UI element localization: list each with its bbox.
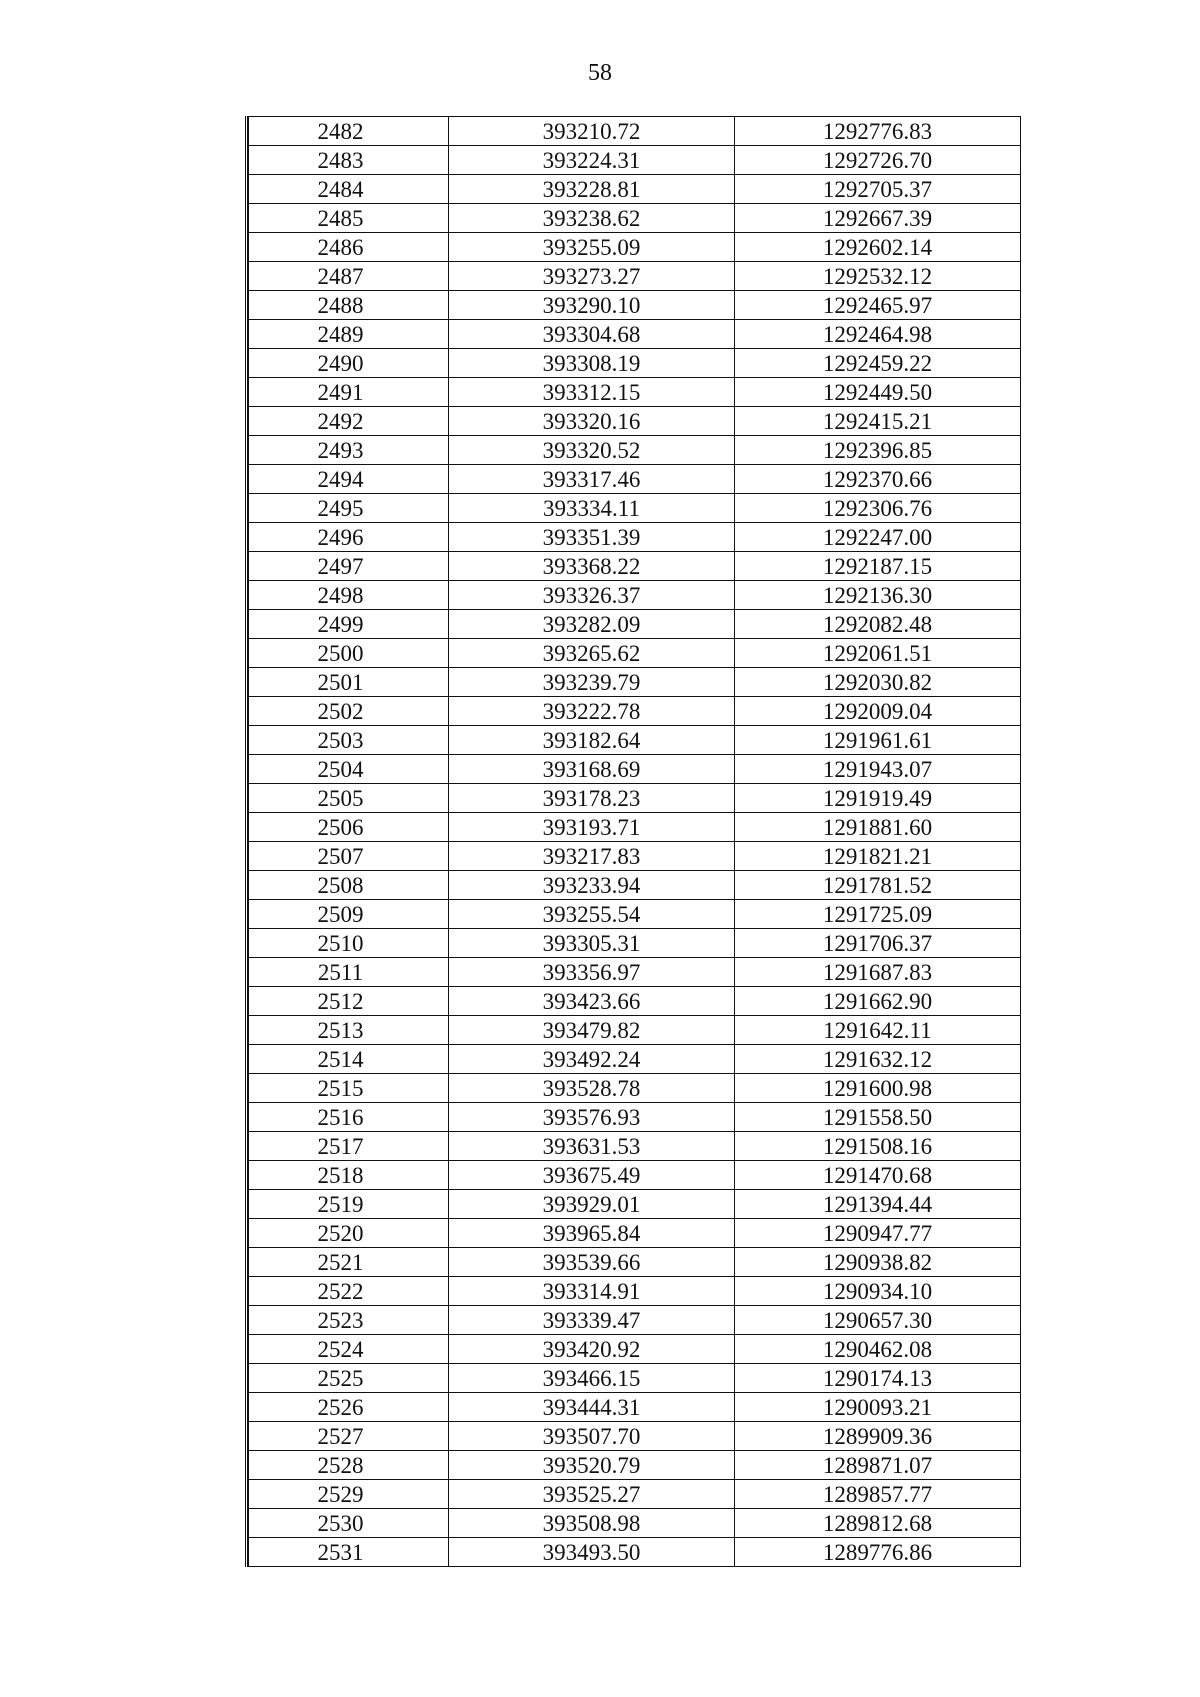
y-coordinate-cell: 1289871.07 xyxy=(735,1451,1021,1480)
point-number-cell: 2511 xyxy=(249,958,449,987)
x-coordinate-cell: 393351.39 xyxy=(449,523,735,552)
point-number-cell: 2498 xyxy=(249,581,449,610)
y-coordinate-cell: 1292464.98 xyxy=(735,320,1021,349)
y-coordinate-cell: 1291881.60 xyxy=(735,813,1021,842)
table-row xyxy=(249,1306,1021,1335)
x-coordinate-cell: 393239.79 xyxy=(449,668,735,697)
y-coordinate-cell: 1292370.66 xyxy=(735,465,1021,494)
table-row xyxy=(249,755,1021,784)
point-number-cell: 2520 xyxy=(249,1219,449,1248)
x-coordinate-cell: 393528.78 xyxy=(449,1074,735,1103)
point-number-cell: 2526 xyxy=(249,1393,449,1422)
point-number-cell: 2522 xyxy=(249,1277,449,1306)
x-coordinate-cell: 393222.78 xyxy=(449,697,735,726)
point-number-cell: 2484 xyxy=(249,175,449,204)
table-row xyxy=(249,320,1021,349)
point-number-cell: 2492 xyxy=(249,407,449,436)
table-row xyxy=(249,639,1021,668)
point-number-cell: 2485 xyxy=(249,204,449,233)
table-row xyxy=(249,175,1021,204)
y-coordinate-cell: 1290174.13 xyxy=(735,1364,1021,1393)
coordinates-table-body xyxy=(249,117,1021,1567)
y-coordinate-cell: 1291632.12 xyxy=(735,1045,1021,1074)
point-number-cell: 2525 xyxy=(249,1364,449,1393)
point-number-cell: 2510 xyxy=(249,929,449,958)
table-row xyxy=(249,697,1021,726)
y-coordinate-cell: 1290093.21 xyxy=(735,1393,1021,1422)
y-coordinate-cell: 1291558.50 xyxy=(735,1103,1021,1132)
x-coordinate-cell: 393479.82 xyxy=(449,1016,735,1045)
y-coordinate-cell: 1291781.52 xyxy=(735,871,1021,900)
x-coordinate-cell: 393273.27 xyxy=(449,262,735,291)
table-row xyxy=(249,871,1021,900)
x-coordinate-cell: 393466.15 xyxy=(449,1364,735,1393)
table-row xyxy=(249,1161,1021,1190)
table-row xyxy=(249,204,1021,233)
table-row xyxy=(249,813,1021,842)
table-row xyxy=(249,1016,1021,1045)
y-coordinate-cell: 1291943.07 xyxy=(735,755,1021,784)
y-coordinate-cell: 1292465.97 xyxy=(735,291,1021,320)
table-row xyxy=(249,262,1021,291)
y-coordinate-cell: 1290947.77 xyxy=(735,1219,1021,1248)
table-row xyxy=(249,1103,1021,1132)
y-coordinate-cell: 1292136.30 xyxy=(735,581,1021,610)
table-row xyxy=(249,349,1021,378)
x-coordinate-cell: 393290.10 xyxy=(449,291,735,320)
y-coordinate-cell: 1291821.21 xyxy=(735,842,1021,871)
table-row xyxy=(249,1451,1021,1480)
table-row xyxy=(249,1422,1021,1451)
x-coordinate-cell: 393308.19 xyxy=(449,349,735,378)
point-number-cell: 2509 xyxy=(249,900,449,929)
x-coordinate-cell: 393314.91 xyxy=(449,1277,735,1306)
y-coordinate-cell: 1291600.98 xyxy=(735,1074,1021,1103)
x-coordinate-cell: 393178.23 xyxy=(449,784,735,813)
y-coordinate-cell: 1292667.39 xyxy=(735,204,1021,233)
point-number-cell: 2508 xyxy=(249,871,449,900)
table-row xyxy=(249,1335,1021,1364)
table-row xyxy=(249,465,1021,494)
table-row xyxy=(249,1538,1021,1567)
table-row xyxy=(249,1045,1021,1074)
y-coordinate-cell: 1290938.82 xyxy=(735,1248,1021,1277)
y-coordinate-cell: 1292247.00 xyxy=(735,523,1021,552)
x-coordinate-cell: 393238.62 xyxy=(449,204,735,233)
y-coordinate-cell: 1291961.61 xyxy=(735,726,1021,755)
x-coordinate-cell: 393420.92 xyxy=(449,1335,735,1364)
point-number-cell: 2519 xyxy=(249,1190,449,1219)
x-coordinate-cell: 393525.27 xyxy=(449,1480,735,1509)
point-number-cell: 2502 xyxy=(249,697,449,726)
y-coordinate-cell: 1292705.37 xyxy=(735,175,1021,204)
point-number-cell: 2521 xyxy=(249,1248,449,1277)
y-coordinate-cell: 1290462.08 xyxy=(735,1335,1021,1364)
table-row xyxy=(249,1074,1021,1103)
point-number-cell: 2495 xyxy=(249,494,449,523)
x-coordinate-cell: 393193.71 xyxy=(449,813,735,842)
point-number-cell: 2494 xyxy=(249,465,449,494)
x-coordinate-cell: 393304.68 xyxy=(449,320,735,349)
x-coordinate-cell: 393228.81 xyxy=(449,175,735,204)
y-coordinate-cell: 1291508.16 xyxy=(735,1132,1021,1161)
point-number-cell: 2523 xyxy=(249,1306,449,1335)
x-coordinate-cell: 393965.84 xyxy=(449,1219,735,1248)
table-row xyxy=(249,929,1021,958)
x-coordinate-cell: 393282.09 xyxy=(449,610,735,639)
table-row xyxy=(249,1364,1021,1393)
y-coordinate-cell: 1289857.77 xyxy=(735,1480,1021,1509)
y-coordinate-cell: 1290657.30 xyxy=(735,1306,1021,1335)
x-coordinate-cell: 393334.11 xyxy=(449,494,735,523)
point-number-cell: 2516 xyxy=(249,1103,449,1132)
point-number-cell: 2504 xyxy=(249,755,449,784)
x-coordinate-cell: 393233.94 xyxy=(449,871,735,900)
x-coordinate-cell: 393210.72 xyxy=(449,117,735,146)
point-number-cell: 2528 xyxy=(249,1451,449,1480)
y-coordinate-cell: 1292061.51 xyxy=(735,639,1021,668)
table-row xyxy=(249,1219,1021,1248)
point-number-cell: 2490 xyxy=(249,349,449,378)
x-coordinate-cell: 393508.98 xyxy=(449,1509,735,1538)
x-coordinate-cell: 393305.31 xyxy=(449,929,735,958)
table-row xyxy=(249,958,1021,987)
y-coordinate-cell: 1292776.83 xyxy=(735,117,1021,146)
y-coordinate-cell: 1291662.90 xyxy=(735,987,1021,1016)
x-coordinate-cell: 393929.01 xyxy=(449,1190,735,1219)
x-coordinate-cell: 393320.52 xyxy=(449,436,735,465)
x-coordinate-cell: 393493.50 xyxy=(449,1538,735,1567)
x-coordinate-cell: 393224.31 xyxy=(449,146,735,175)
y-coordinate-cell: 1292602.14 xyxy=(735,233,1021,262)
point-number-cell: 2506 xyxy=(249,813,449,842)
x-coordinate-cell: 393265.62 xyxy=(449,639,735,668)
point-number-cell: 2503 xyxy=(249,726,449,755)
point-number-cell: 2497 xyxy=(249,552,449,581)
table-row xyxy=(249,552,1021,581)
table-row xyxy=(249,494,1021,523)
point-number-cell: 2530 xyxy=(249,1509,449,1538)
point-number-cell: 2514 xyxy=(249,1045,449,1074)
x-coordinate-cell: 393576.93 xyxy=(449,1103,735,1132)
y-coordinate-cell: 1291394.44 xyxy=(735,1190,1021,1219)
table-row xyxy=(249,581,1021,610)
y-coordinate-cell: 1290934.10 xyxy=(735,1277,1021,1306)
x-coordinate-cell: 393317.46 xyxy=(449,465,735,494)
y-coordinate-cell: 1289776.86 xyxy=(735,1538,1021,1567)
x-coordinate-cell: 393368.22 xyxy=(449,552,735,581)
point-number-cell: 2524 xyxy=(249,1335,449,1364)
point-number-cell: 2527 xyxy=(249,1422,449,1451)
x-coordinate-cell: 393492.24 xyxy=(449,1045,735,1074)
point-number-cell: 2486 xyxy=(249,233,449,262)
point-number-cell: 2512 xyxy=(249,987,449,1016)
y-coordinate-cell: 1292187.15 xyxy=(735,552,1021,581)
table-row xyxy=(249,436,1021,465)
point-number-cell: 2515 xyxy=(249,1074,449,1103)
table-row xyxy=(249,668,1021,697)
y-coordinate-cell: 1292082.48 xyxy=(735,610,1021,639)
table-row xyxy=(249,1248,1021,1277)
y-coordinate-cell: 1291642.11 xyxy=(735,1016,1021,1045)
table-row xyxy=(249,842,1021,871)
x-coordinate-cell: 393312.15 xyxy=(449,378,735,407)
point-number-cell: 2513 xyxy=(249,1016,449,1045)
table-row xyxy=(249,523,1021,552)
y-coordinate-cell: 1292726.70 xyxy=(735,146,1021,175)
x-coordinate-cell: 393326.37 xyxy=(449,581,735,610)
y-coordinate-cell: 1292459.22 xyxy=(735,349,1021,378)
point-number-cell: 2505 xyxy=(249,784,449,813)
y-coordinate-cell: 1291687.83 xyxy=(735,958,1021,987)
y-coordinate-cell: 1291919.49 xyxy=(735,784,1021,813)
point-number-cell: 2529 xyxy=(249,1480,449,1509)
table-row xyxy=(249,1190,1021,1219)
point-number-cell: 2491 xyxy=(249,378,449,407)
point-number-cell: 2501 xyxy=(249,668,449,697)
x-coordinate-cell: 393444.31 xyxy=(449,1393,735,1422)
y-coordinate-cell: 1292030.82 xyxy=(735,668,1021,697)
table-row xyxy=(249,291,1021,320)
table-row xyxy=(249,784,1021,813)
x-coordinate-cell: 393182.64 xyxy=(449,726,735,755)
table-row xyxy=(249,1277,1021,1306)
x-coordinate-cell: 393675.49 xyxy=(449,1161,735,1190)
x-coordinate-cell: 393339.47 xyxy=(449,1306,735,1335)
point-number-cell: 2496 xyxy=(249,523,449,552)
x-coordinate-cell: 393320.16 xyxy=(449,407,735,436)
x-coordinate-cell: 393631.53 xyxy=(449,1132,735,1161)
x-coordinate-cell: 393539.66 xyxy=(449,1248,735,1277)
table-row xyxy=(249,1393,1021,1422)
point-number-cell: 2499 xyxy=(249,610,449,639)
page-number: 58 xyxy=(588,60,612,86)
x-coordinate-cell: 393356.97 xyxy=(449,958,735,987)
point-number-cell: 2483 xyxy=(249,146,449,175)
coordinates-table-container xyxy=(245,116,1022,1567)
y-coordinate-cell: 1289812.68 xyxy=(735,1509,1021,1538)
y-coordinate-cell: 1292009.04 xyxy=(735,697,1021,726)
table-row xyxy=(249,233,1021,262)
y-coordinate-cell: 1289909.36 xyxy=(735,1422,1021,1451)
y-coordinate-cell: 1291706.37 xyxy=(735,929,1021,958)
y-coordinate-cell: 1292415.21 xyxy=(735,407,1021,436)
table-row xyxy=(249,117,1021,146)
point-number-cell: 2531 xyxy=(249,1538,449,1567)
point-number-cell: 2493 xyxy=(249,436,449,465)
table-row xyxy=(249,726,1021,755)
coordinates-table xyxy=(248,116,1021,1567)
table-row xyxy=(249,1132,1021,1161)
table-row xyxy=(249,610,1021,639)
x-coordinate-cell: 393217.83 xyxy=(449,842,735,871)
point-number-cell: 2518 xyxy=(249,1161,449,1190)
y-coordinate-cell: 1292306.76 xyxy=(735,494,1021,523)
point-number-cell: 2517 xyxy=(249,1132,449,1161)
point-number-cell: 2489 xyxy=(249,320,449,349)
y-coordinate-cell: 1292532.12 xyxy=(735,262,1021,291)
point-number-cell: 2507 xyxy=(249,842,449,871)
point-number-cell: 2487 xyxy=(249,262,449,291)
point-number-cell: 2488 xyxy=(249,291,449,320)
x-coordinate-cell: 393255.09 xyxy=(449,233,735,262)
x-coordinate-cell: 393423.66 xyxy=(449,987,735,1016)
point-number-cell: 2482 xyxy=(249,117,449,146)
table-row xyxy=(249,1480,1021,1509)
point-number-cell: 2500 xyxy=(249,639,449,668)
y-coordinate-cell: 1291725.09 xyxy=(735,900,1021,929)
table-row xyxy=(249,407,1021,436)
y-coordinate-cell: 1291470.68 xyxy=(735,1161,1021,1190)
x-coordinate-cell: 393520.79 xyxy=(449,1451,735,1480)
table-row xyxy=(249,1509,1021,1538)
x-coordinate-cell: 393168.69 xyxy=(449,755,735,784)
y-coordinate-cell: 1292449.50 xyxy=(735,378,1021,407)
y-coordinate-cell: 1292396.85 xyxy=(735,436,1021,465)
table-row xyxy=(249,146,1021,175)
table-row xyxy=(249,900,1021,929)
x-coordinate-cell: 393255.54 xyxy=(449,900,735,929)
table-row xyxy=(249,378,1021,407)
table-row xyxy=(249,987,1021,1016)
x-coordinate-cell: 393507.70 xyxy=(449,1422,735,1451)
